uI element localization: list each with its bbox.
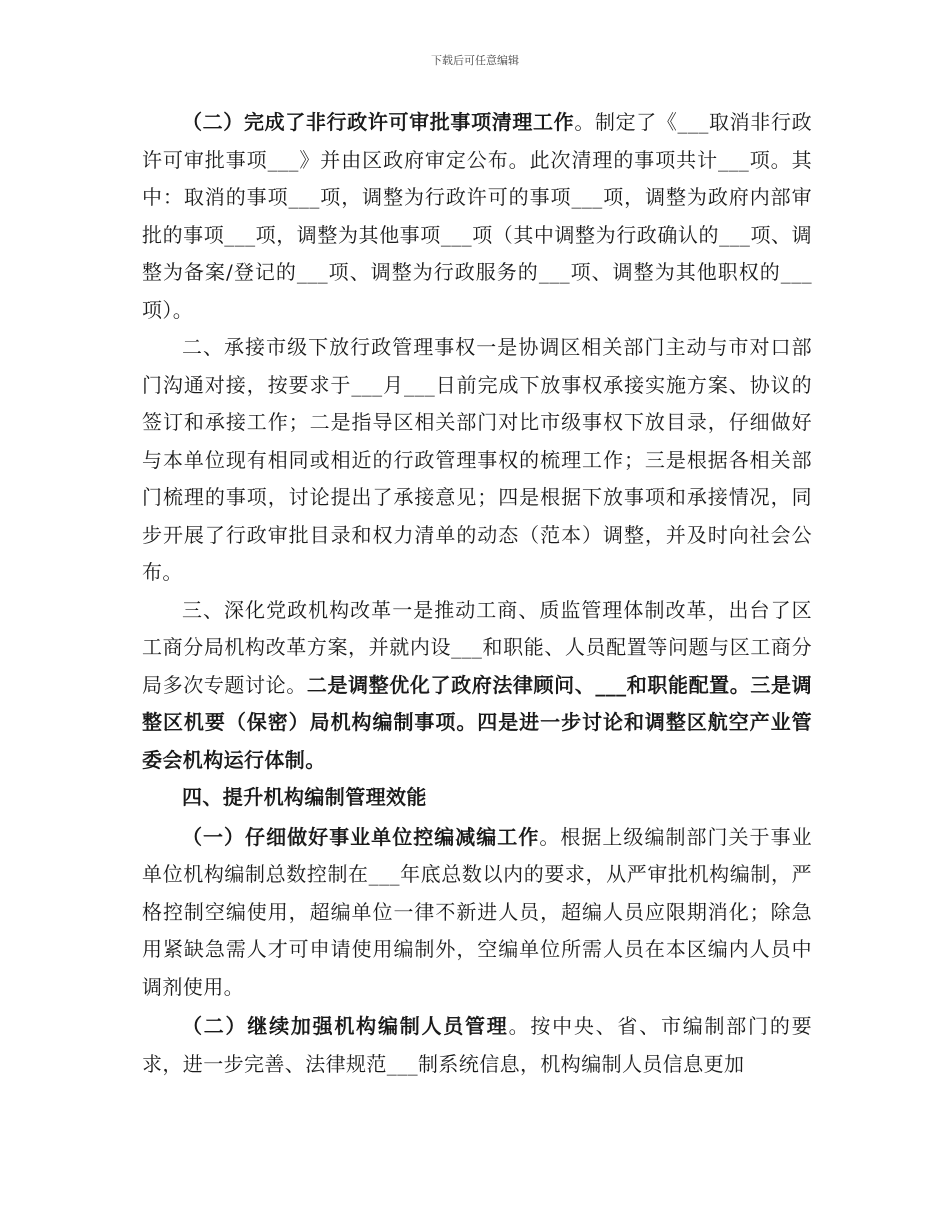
section-heading: （二）继续加强机构编制人员管理	[182, 1014, 509, 1038]
section-heading-efficiency	[142, 779, 812, 817]
paragraph-approval-cleanup	[142, 104, 812, 329]
paragraph-text: 三、深化党政机构改革一是推动工商、质监管理体制改革，出台了区工商分局机构改革方案，并就内设___和职能、人员配置等问题与区工商分局多次专题讨论。	[142, 597, 812, 697]
section-heading: 四、提升机构编制管理效能	[182, 785, 427, 809]
paragraph-institutional-reform	[142, 592, 812, 780]
paragraph-text: 。根据上级编制部门关于事业单位机构编制总数控制在___年底总数以内的要求，从严审批机构编制，严格控制空编使用，超编单位一律不新进人员，超编人员应限期消化；除急用紧缺急需人才可申请使用编制外，空编单位所需人员在本区编内人员中调剂使用。	[142, 824, 812, 999]
document-body	[142, 104, 812, 1083]
paragraph-staff-management	[142, 1008, 812, 1083]
page-header: 下载后可任意编辑	[431, 54, 519, 67]
paragraph-text: 二、承接市级下放行政管理事权一是协调区相关部门主动与市对口部门沟通对接，按要求于___月___日前完成下放事权承接实施方案、协议的签订和承接工作；二是指导区相关部门对比市级事权下放目录，仔细做好与本单位现有相同或相近的行政管理事权的梳理工作；三是根据各相关部门梳理的事项，讨论提出了承接意见；四是根据下放事项和承接情况，同步开展了行政审批目录和权力清单的动态（范本）调整，并及时向社会公布。	[142, 335, 812, 584]
paragraph-text: 。按中央、省、市编制部门的要求，进一步完善、法律规范___制系统信息，机构编制人员信息更加	[142, 1014, 813, 1076]
paragraph-bold-text: 二是调整优化了政府法律顾问、___和职能配置。三是调整区机要（保密）局机构编制事项。四是进一步讨论和调整区航空产业管委会机构运行体制。	[142, 672, 813, 772]
paragraph-staff-control	[142, 819, 812, 1007]
paragraph-undertake-powers	[142, 329, 812, 592]
section-heading: （一）仔细做好事业单位控编减编工作	[182, 824, 540, 849]
paragraph-text: 。制定了《___取消非行政许可审批事项___》并由区政府审定公布。此次清理的事项共计___项。其中：取消的事项___项，调整为行政许可的事项___项，调整为政府内部审批的事项___项，调整为其他事项___项（其中调整为行政确认的___项、调整为备案/登记的___项、调整为行政服务的___项、调整为其他职权的___项）。	[142, 110, 812, 322]
section-heading: （二）完成了非行政许可审批事项清理工作	[182, 110, 575, 134]
